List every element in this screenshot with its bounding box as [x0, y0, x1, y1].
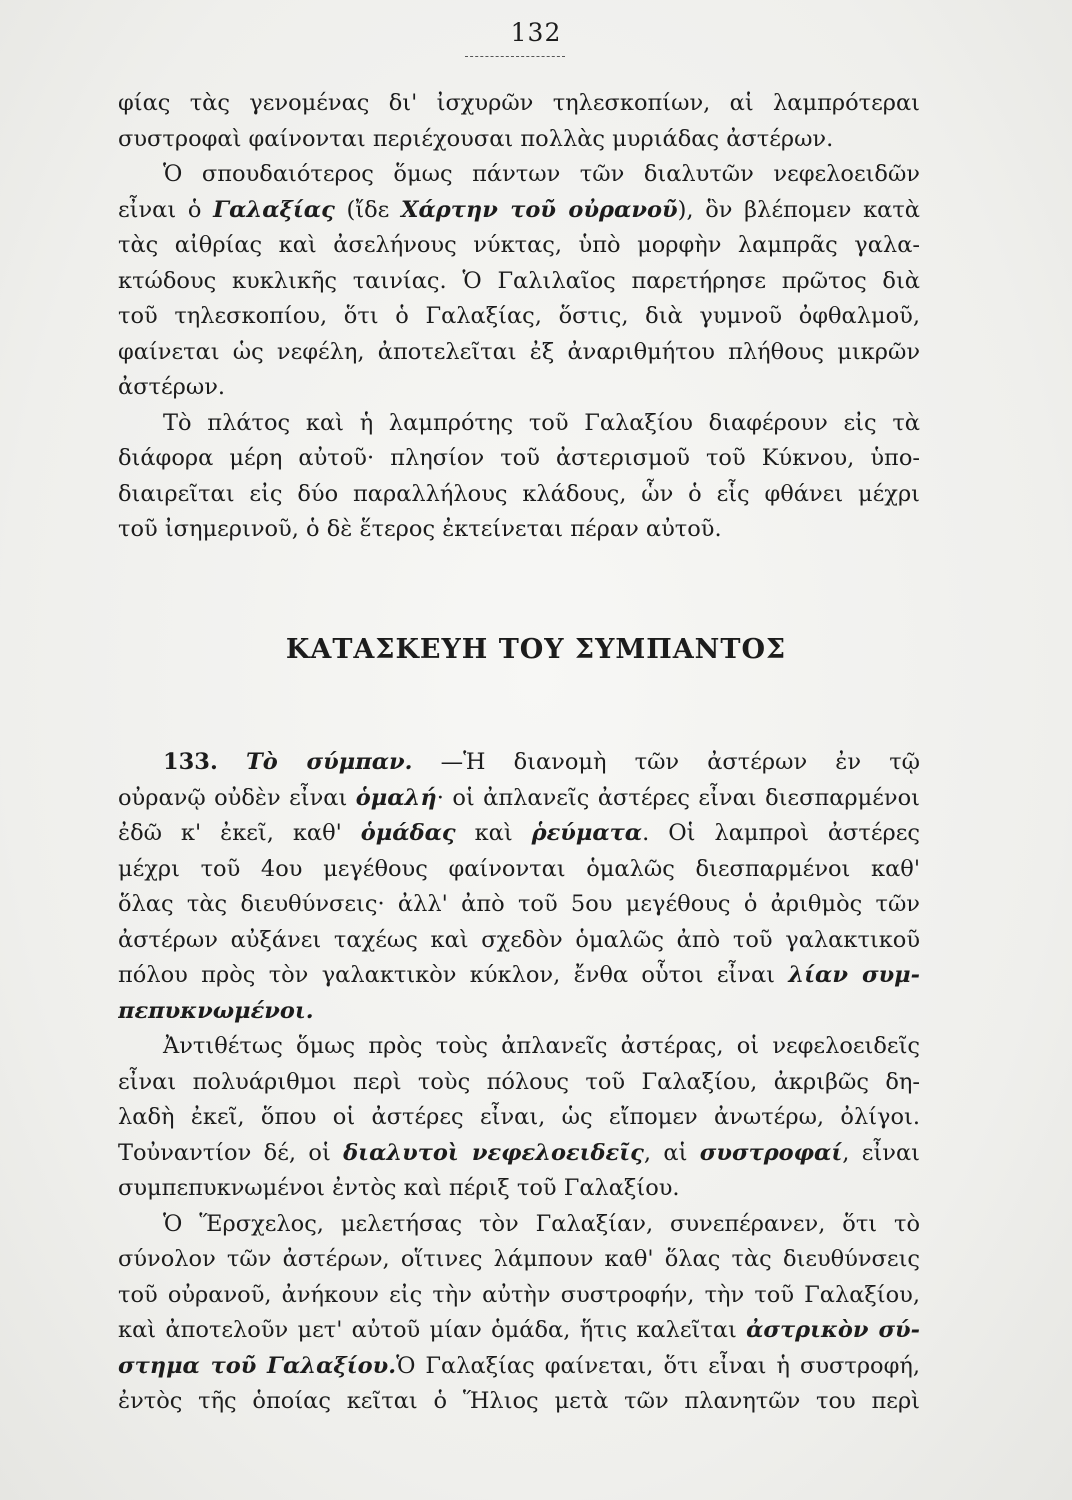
text-line — [118, 193, 920, 229]
page-number-rule — [465, 56, 565, 57]
text-line: Ὁ Ἕρσχελος, μελετήσας τὸν Γαλαξίαν, συνεπέρανεν, ὅτι τὸ — [163, 1210, 920, 1237]
text-line: ὅλας τὰς διευθύνσεις· ἀλλ' ἀπὸ τοῦ 5ου μεγέθους ὁ ἀριθμὸς τῶν — [118, 891, 920, 917]
text-run: ), ὃν βλέπομεν κατὰ — [677, 196, 920, 223]
emphasis-term: ῥεύματα — [531, 820, 643, 846]
text-line: τὰς αἰθρίας καὶ ἀσελήνους νύκτας, ὑπὸ μορφὴν λαμπρᾶς γαλα- — [118, 232, 920, 258]
text-line: διαιρεῖται εἰς δύο παραλλήλους κλάδους, ὧν ὁ εἷς φθάνει μέχρι — [118, 480, 920, 507]
emphasis-term: λίαν συμ- — [788, 962, 920, 988]
text-line: συστροφαὶ φαίνονται περιέχουσαι πολλὰς μυριάδας ἀστέρων. — [118, 125, 834, 152]
emphasis-term: ἀστρικὸν σύ- — [746, 1317, 920, 1343]
text-line: συμπεπυκνωμένοι ἐντὸς καὶ πέριξ τοῦ Γαλαξίου. — [118, 1175, 680, 1201]
article-number: 133. — [163, 749, 218, 775]
text-line: σύνολον τῶν ἀστέρων, οἵτινες λάμπουν καθ' ὅλας τὰς διευθύνσεις — [118, 1246, 920, 1272]
text-run: . Οἱ λαμπροὶ ἀστέρες — [642, 820, 920, 846]
emphasis-term: ὁμαλή — [355, 784, 437, 811]
text-line — [118, 1313, 920, 1349]
text-line: μέχρι τοῦ 4ου μεγέθους φαίνονται ὁμαλῶς διεσπαρμένοι καθ' — [118, 855, 920, 882]
text-line: Ἀντιθέτως ὅμως πρὸς τοὺς ἀπλανεῖς ἀστέρας, οἱ νεφελοειδεῖς — [163, 1033, 920, 1059]
emphasis-term: στημα τοῦ Γαλαξίου. — [118, 1352, 397, 1379]
text-run: εἶναι ὁ — [118, 196, 214, 223]
text-line: τοῦ οὐρανοῦ, ἀνήκουν εἰς τὴν αὐτὴν συστροφήν, τὴν τοῦ Γαλαξίου, — [118, 1281, 920, 1308]
article-title: Τὸ σύμπαν. — [245, 749, 413, 775]
text-line: τοῦ τηλεσκοπίου, ὅτι ὁ Γαλαξίας, ὅστις, διὰ γυμνοῦ ὀφθαλμοῦ, — [118, 303, 920, 329]
article-133 — [118, 745, 920, 1420]
text-line: Ὁ σπουδαιότερος ὅμως πάντων τῶν διαλυτῶν νεφελοειδῶν — [163, 161, 920, 187]
sky-map-term: Χάρτην τοῦ οὐρανοῦ — [401, 196, 678, 223]
text-line — [118, 1136, 920, 1172]
text-line — [118, 781, 920, 817]
text-run: , αἱ — [643, 1139, 700, 1166]
galaxy-term: Γαλαξίας — [213, 196, 335, 223]
text-run: Τοὐναντίον δέ, οἱ — [118, 1139, 344, 1166]
text-run: οὐρανῷ οὐδὲν εἶναι — [118, 784, 356, 811]
text-line — [118, 1349, 920, 1385]
section-heading: ΚΑΤΑΣΚΕΥΗ ΤΟΥ ΣΥΜΠΑΝΤΟΣ — [285, 634, 787, 665]
text-run: καὶ — [455, 820, 532, 846]
text-line: ἀστέρων αὐξάνει ταχέως καὶ σχεδὸν ὁμαλῶς ἀπὸ τοῦ γαλακτικοῦ — [118, 926, 920, 953]
emphasis-term: διαλυτοὶ νεφελοειδεῖς — [343, 1139, 644, 1166]
emphasis-term: συστροφαί — [699, 1139, 843, 1166]
text-line — [118, 958, 920, 994]
text-line: φίας τὰς γενομένας δι' ἰσχυρῶν τηλεσκοπίων, αἱ λαμπρότεραι — [118, 90, 920, 116]
continuation-text — [118, 86, 920, 548]
text-line: κτώδους κυκλικῆς ταινίας. Ὁ Γαλιλαῖος παρετήρησε πρῶτος διὰ — [118, 267, 920, 294]
text-line: ἐντὸς τῆς ὁποίας κεῖται ὁ Ἥλιος μετὰ τῶν πλανητῶν του περὶ — [118, 1388, 920, 1414]
text-line: φαίνεται ὡς νεφέλη, ἀποτελεῖται ἐξ ἀναριθμήτου πλήθους μικρῶν — [118, 338, 920, 365]
text-run: (ἴδε — [334, 196, 402, 223]
text-line — [118, 816, 920, 852]
text-run: , εἶναι — [842, 1139, 920, 1166]
text-run: καὶ ἀποτελοῦν μετ' αὐτοῦ μίαν ὁμάδα, ἥτις καλεῖται — [118, 1317, 747, 1343]
emphasis-term: ὁμάδας — [360, 820, 456, 846]
text-run: · οἱ ἀπλανεῖς ἀστέρες εἶναι διεσπαρμένοι — [436, 784, 920, 811]
text-line: Τὸ πλάτος καὶ ἡ λαμπρότης τοῦ Γαλαξίου διαφέρουν εἰς τὰ — [163, 409, 920, 436]
text-line: διάφορα μέρη αὐτοῦ· πλησίον τοῦ ἀστερισμοῦ τοῦ Κύκνου, ὑπο- — [118, 445, 920, 471]
text-line: ἀστέρων. — [118, 374, 226, 400]
text-line: λαδὴ ἐκεῖ, ὅπου οἱ ἀστέρες εἶναι, ὡς εἴπομεν ἀνωτέρω, ὀλίγοι. — [118, 1104, 920, 1130]
text-line: εἶναι πολυάριθμοι περὶ τοὺς πόλους τοῦ Γαλαξίου, ἀκριβῶς δη- — [118, 1068, 920, 1095]
text-line: τοῦ ἰσημερινοῦ, ὁ δὲ ἕτερος ἐκτείνεται πέραν αὐτοῦ. — [118, 516, 722, 542]
text-run: πόλου πρὸς τὸν γαλακτικὸν κύκλον, ἔνθα οὗτοι εἶναι — [118, 962, 789, 988]
text-line: πεπυκνωμένοι. — [118, 997, 314, 1024]
text-run: ἐδῶ κ' ἐκεῖ, καθ' — [118, 820, 361, 846]
text-run: —Ἡ διανομὴ τῶν ἀστέρων ἐν τῷ — [412, 749, 920, 775]
text-run: Ὁ Γαλαξίας φαίνεται, ὅτι εἶναι ἡ συστροφή, — [396, 1352, 920, 1379]
text-line — [118, 745, 920, 781]
page-number: 132 — [510, 18, 562, 47]
